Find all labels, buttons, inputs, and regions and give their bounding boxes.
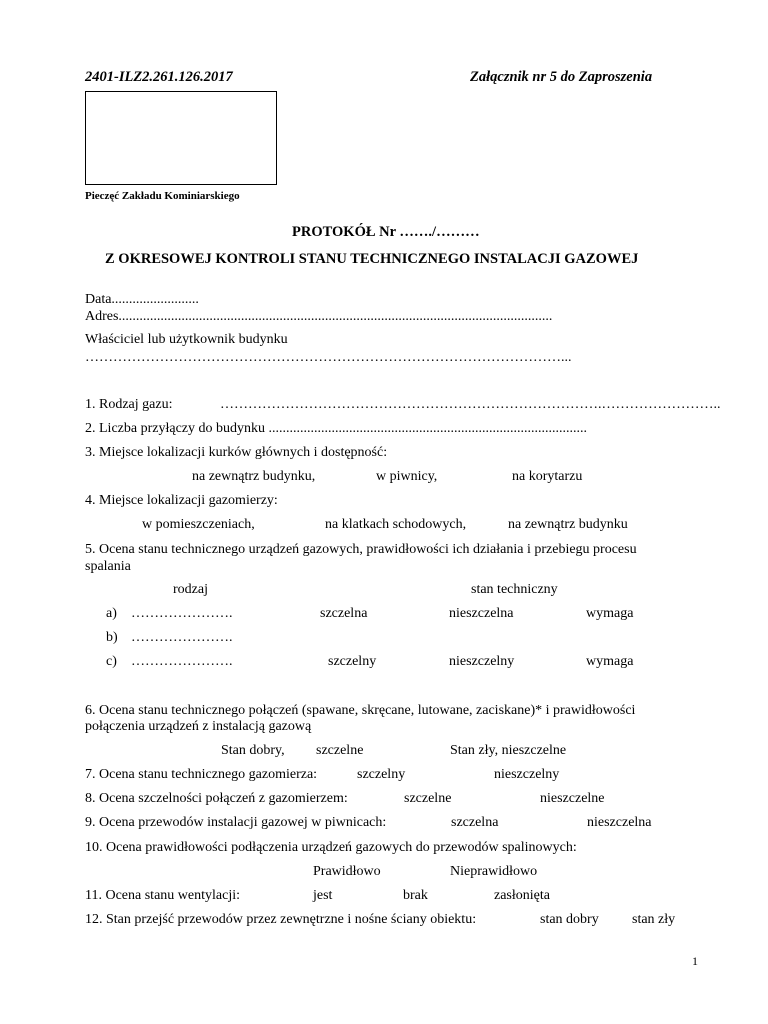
item-1-label: 1. Rodzaj gazu: — [85, 397, 173, 412]
item-7-option-leaky: nieszczelny — [494, 767, 560, 782]
item-5-row-a-leaky: nieszczelna — [449, 606, 514, 621]
item-5-row-b-dots: …………………. — [131, 630, 233, 645]
item-5-row-a-letter: a) — [106, 606, 117, 621]
item-5-row-a-tight: szczelna — [320, 606, 368, 621]
item-10-option-incorrect: Nieprawidłowo — [450, 864, 538, 879]
item-5-row-b-letter: b) — [106, 630, 118, 645]
item-5-col-kind: rodzaj — [173, 582, 208, 597]
item-2-label: 2. Liczba przyłączy do budynku ........................................................................................... — [85, 421, 587, 436]
item-6-option-bad: Stan zły, nieszczelne — [450, 743, 567, 758]
item-6-line-2: połączenia urządzeń z instalacją gazową — [85, 719, 312, 734]
item-12-label: 12. Stan przejść przewodów przez zewnętrzne i nośne ściany obiektu: — [85, 912, 477, 927]
attachment-label: Załącznik nr 5 do Zaproszenia — [470, 69, 653, 85]
item-11-option-missing: brak — [403, 888, 428, 903]
item-3-option-basement: w piwnicy, — [376, 469, 438, 484]
item-4-option-rooms: w pomieszczeniach, — [142, 517, 255, 532]
protocol-title: PROTOKÓŁ Nr ……./……… — [292, 224, 480, 240]
document-reference: 2401-ILZ2.261.126.2017 — [85, 69, 233, 85]
date-field: Data......................... — [85, 292, 199, 307]
item-5-row-a-requires: wymaga — [586, 606, 634, 621]
item-4-option-outside: na zewnątrz budynku — [508, 517, 628, 532]
item-7-label: 7. Ocena stanu technicznego gazomierza: — [85, 767, 318, 782]
address-field: Adres............................................................................................................................ — [85, 309, 553, 324]
item-8-label: 8. Ocena szczelności połączeń z gazomierzem: — [85, 791, 348, 806]
item-6-line-1: 6. Ocena stanu technicznego połączeń (spawane, skręcane, lutowane, zaciskane)* i prawidłowości — [85, 703, 636, 718]
item-4-option-staircases: na klatkach schodowych, — [325, 517, 467, 532]
protocol-subtitle: Z OKRESOWEJ KONTROLI STANU TECHNICZNEGO INSTALACJI GAZOWEJ — [105, 251, 639, 267]
owner-dots: …………………………………………………………………………………………... — [85, 350, 572, 365]
owner-label: Właściciel lub użytkownik budynku — [85, 332, 288, 347]
item-5-row-c-letter: c) — [106, 654, 117, 669]
item-9-option-leaky: nieszczelna — [587, 815, 652, 830]
item-5-row-c-requires: wymaga — [586, 654, 634, 669]
item-5-line-1: 5. Ocena stanu technicznego urządzeń gazowych, prawidłowości ich działania i przebiegu procesu — [85, 542, 637, 557]
item-6-option-tight: szczelne — [316, 743, 364, 758]
item-9-option-tight: szczelna — [451, 815, 499, 830]
item-3-label: 3. Miejsce lokalizacji kurków głównych i dostępność: — [85, 445, 388, 460]
item-10-option-correct: Prawidłowo — [313, 864, 381, 879]
item-4-label: 4. Miejsce lokalizacji gazomierzy: — [85, 493, 278, 508]
item-11-label: 11. Ocena stanu wentylacji: — [85, 888, 240, 903]
item-5-line-2: spalania — [85, 559, 131, 574]
page-number: 1 — [692, 954, 698, 968]
item-5-col-state: stan techniczny — [471, 582, 558, 597]
item-3-option-outside: na zewnątrz budynku, — [192, 469, 316, 484]
item-1-dots: ……………………………………………………………………….…………………….. — [220, 397, 721, 412]
item-8-option-leaky: nieszczelne — [540, 791, 605, 806]
item-5-row-a-dots: …………………. — [131, 606, 233, 621]
item-11-option-covered: zasłonięta — [494, 888, 550, 903]
item-8-option-tight: szczelne — [404, 791, 452, 806]
stamp-box — [85, 91, 277, 185]
item-5-row-c-tight: szczelny — [328, 654, 377, 669]
item-7-option-tight: szczelny — [357, 767, 406, 782]
item-9-label: 9. Ocena przewodów instalacji gazowej w piwnicach: — [85, 815, 387, 830]
item-6-option-good: Stan dobry, — [221, 743, 285, 758]
item-11-option-present: jest — [313, 888, 333, 903]
item-3-option-corridor: na korytarzu — [512, 469, 583, 484]
item-12-option-bad: stan zły — [632, 912, 676, 927]
item-5-row-c-dots: …………………. — [131, 654, 233, 669]
item-12-option-good: stan dobry — [540, 912, 599, 927]
item-10-label: 10. Ocena prawidłowości podłączenia urządzeń gazowych do przewodów spalinowych: — [85, 840, 577, 855]
item-5-row-c-leaky: nieszczelny — [449, 654, 515, 669]
stamp-label: Pieczęć Zakładu Kominiarskiego — [85, 190, 240, 202]
